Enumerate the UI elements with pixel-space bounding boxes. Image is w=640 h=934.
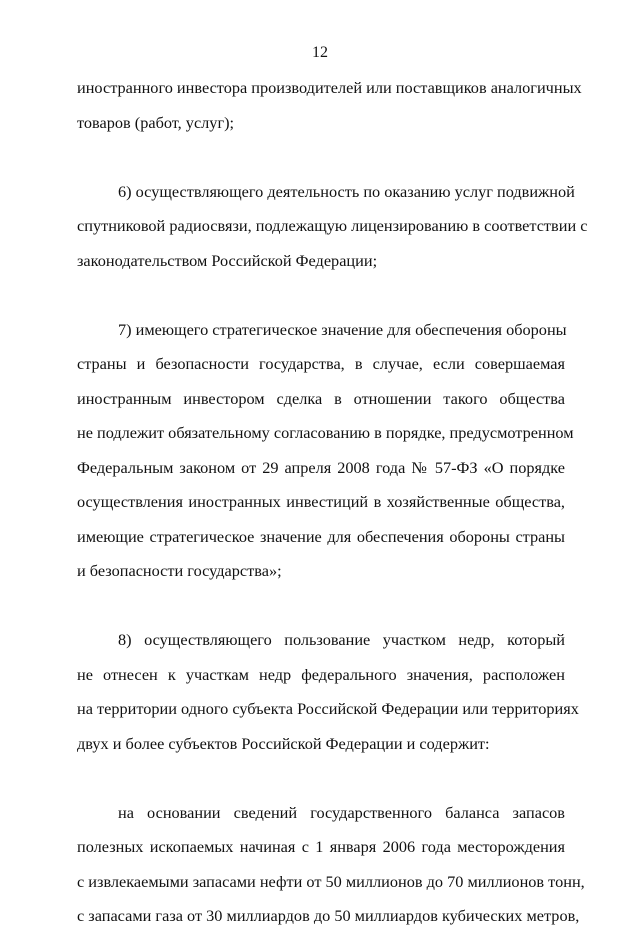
paragraph-item-6 [77, 175, 588, 279]
paragraph-continuation [77, 71, 582, 140]
text-line: и безопасности государства»; [77, 561, 282, 580]
text-line: не отнесен к участкам недр федерального значения, расположен [77, 664, 565, 684]
text-line: товаров (работ, услуг); [77, 112, 235, 132]
text-line: осуществления иностранных инвестиций в хозяйственные общества, [77, 492, 565, 511]
text-line: 8) осуществляющего пользование участком недр, который [118, 630, 565, 649]
text-line: Федеральным законом от 29 апреля 2008 года № 57-ФЗ «О порядке [77, 457, 565, 477]
text-line: на основании сведений государственного баланса запасов [118, 802, 565, 822]
text-line: страны и безопасности государства, в случае, если совершаемая [77, 354, 565, 373]
text-line: иностранным инвестором сделка в отношении такого общества [77, 388, 565, 408]
text-line: не подлежит обязательному согласованию в порядке, предусмотренном [77, 423, 574, 442]
text-line: с запасами газа от 30 миллиардов до 50 миллиардов кубических метров, [77, 906, 580, 925]
document-body [77, 71, 588, 934]
paragraph-item-7 [77, 313, 574, 589]
paragraph-reserves [77, 796, 585, 934]
text-line: имеющие стратегическое значение для обеспечения обороны страны [77, 526, 565, 546]
text-line: 6) осуществляющего деятельность по оказанию услуг подвижной [118, 181, 575, 201]
text-line: 7) имеющего стратегическое значение для обеспечения обороны [118, 319, 567, 339]
page-number: 12 [312, 44, 328, 61]
text-line: двух и более субъектов Российской Федерации и содержит: [77, 733, 490, 753]
text-line: спутниковой радиосвязи, подлежащую лицензированию в соответствии с [77, 216, 588, 235]
text-line: полезных ископаемых начиная с 1 января 2006 года месторождения [77, 837, 565, 856]
text-line: на территории одного субъекта Российской Федерации или территориях [77, 699, 579, 718]
paragraph-item-8 [77, 623, 579, 761]
text-line: иностранного инвестора производителей или поставщиков аналогичных [77, 78, 582, 97]
text-line: с извлекаемыми запасами нефти от 50 миллионов до 70 миллионов тонн, [77, 871, 585, 891]
text-line: законодательством Российской Федерации; [77, 250, 378, 270]
